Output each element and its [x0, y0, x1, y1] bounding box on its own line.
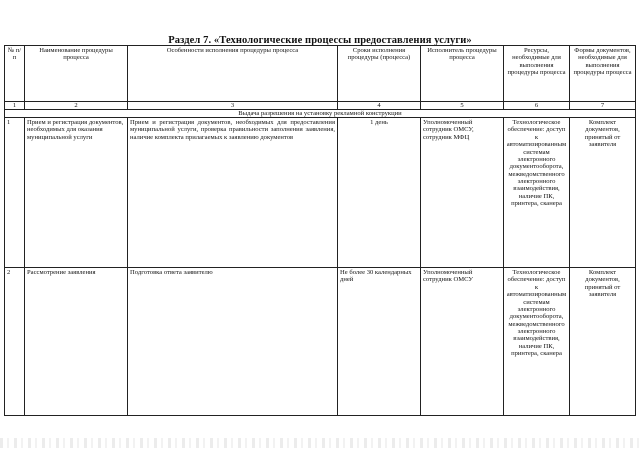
column-number: 5 — [421, 102, 504, 110]
procedure-resources: Технологическое обеспечение: доступ к автоматизированным системам электронного документооборота, межведомственного электронного взаимодействия, наличие ПК, принтера, сканера — [504, 118, 570, 268]
column-number: 4 — [338, 102, 421, 110]
column-number: 6 — [504, 102, 570, 110]
scan-noise-strip — [0, 438, 640, 448]
header-cell-name: Наименование процедуры процесса — [25, 46, 128, 102]
table-row — [5, 118, 636, 268]
procedure-term: Не более 30 календарных дней — [338, 268, 421, 416]
column-number: 3 — [128, 102, 338, 110]
table-row — [5, 268, 636, 416]
row-number: 1 — [5, 118, 25, 268]
procedure-details: Прием и регистрация документов, необходимых для предоставления муниципальной услуги, проверка правильности заполнения заявления, наличие комплекта прилагаемых к заявлению документов — [128, 118, 338, 268]
procedure-name: Рассмотрение заявления — [25, 268, 128, 416]
header-cell-term: Сроки исполнения процедуры (процесса) — [338, 46, 421, 102]
section-row — [5, 110, 636, 118]
procedure-forms: Комплект документов, принятый от заявителя — [570, 268, 636, 416]
procedure-executor: Уполномоченный сотрудник ОМСУ — [421, 268, 504, 416]
column-number: 7 — [570, 102, 636, 110]
header-cell-number: № п/п — [5, 46, 25, 102]
procedure-term: 1 день — [338, 118, 421, 268]
procedure-details: Подготовка ответа заявителю — [128, 268, 338, 416]
procedure-forms: Комплект документов, принятый от заявителя — [570, 118, 636, 268]
header-cell-resources: Ресурсы, необходимые для выполнения процедуры процесса — [504, 46, 570, 102]
row-number: 2 — [5, 268, 25, 416]
page-title: Раздел 7. «Технологические процессы предоставления услуги» — [168, 35, 472, 46]
procedure-executor: Уполномоченный сотрудник ОМСУ, сотрудник МФЦ — [421, 118, 504, 268]
header-row — [5, 46, 636, 102]
section-title: Выдача разрешения на установку рекламной конструкции — [5, 110, 636, 118]
column-number: 2 — [25, 102, 128, 110]
procedure-resources: Технологическое обеспечение: доступ к автоматизированным системам электронного документооборота, межведомственного электронного взаимодействия, наличие ПК, принтера, сканера — [504, 268, 570, 416]
header-cell-executor: Исполнитель процедуры процесса — [421, 46, 504, 102]
column-number-row — [5, 102, 636, 110]
procedure-name: Прием и регистрация документов, необходимых для оказания муниципальной услуги — [25, 118, 128, 268]
header-cell-details: Особенности исполнения процедуры процесса — [128, 46, 338, 102]
process-table — [4, 45, 636, 416]
header-cell-forms: Формы документов, необходимые для выполнения процедуры процесса — [570, 46, 636, 102]
column-number: 1 — [5, 102, 25, 110]
